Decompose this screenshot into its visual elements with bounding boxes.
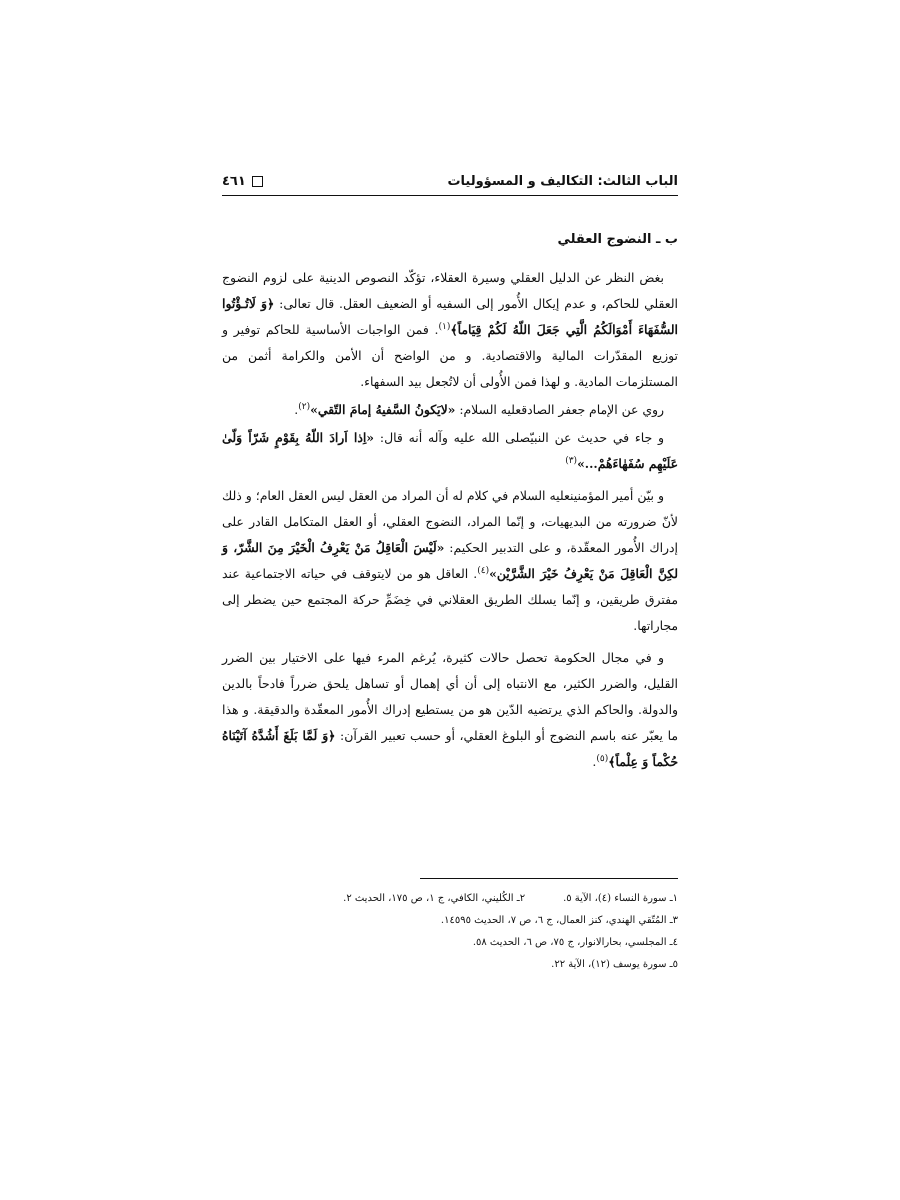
footnote-ref: (١) [438,321,451,332]
running-title: الباب الثالث: التكاليف و المسؤوليات [447,173,678,189]
paragraph-1: بغض النظر عن الدليل العقلي وسيرة العقلاء، تؤكّد النصوص الدينية على لزوم النضوج العقلي للحاكم، و عدم إيكال الأُمور إلى السفيه أو الضعيف العقل. قال تعالى: ﴿وَ لَاتُـؤْتُوا السُّفَهَاءَ أَمْوَالَكُمُ الَّتِي جَعَلَ اللّهُ لَكُمْ قِيَاماً﴾$^{(١)}$. فمن الواجبات الأساسية للحاكم توفير و توزيع المقدّرات المالية والاقتصادية. و من الواضح أن الأمن والكرامة أثمن من المستلزمات المادية. و لهذا فمن الأُولى أن لاتُجعل بيد السفهاء. [222,270,678,389]
footnote-rule [420,878,678,879]
paragraph-2: روي عن الإمام جعفر الصادقعليه السلام: «لايَكونُ السَّفيهُ إمامَ التّقي»$^{(٢)}$. [294,401,664,417]
footnotes [222,888,678,976]
footnote-5: ٥ـ سورة يوسف (١٢)، الآية ٢٢. [551,959,678,970]
quran-quote: ﴿وَ لَمَّا بَلَغَ أَشُدَّهُ آتَيْنَاهُ حُكْماً وَ عِلْماً﴾ [222,728,678,769]
square-bullet-icon [252,176,263,187]
main-content [222,232,678,777]
header-rule [222,195,678,196]
footnote-ref: (٤) [477,565,490,576]
section-heading: ب ـ النضوج العقلي [557,232,678,247]
footnote-ref: (٣) [565,455,578,466]
footnote-row [222,910,678,932]
footnote-3: ٣ـ المُتّقي الهندي، كنز العمال، ج ٦، ص ٧، الحديث ١٤٥٩٥. [440,915,678,926]
hadith-quote: «لايَكونُ السَّفيهُ إمامَ التّقي» [310,402,456,417]
footnote-ref: (٢) [298,401,311,412]
quran-quote: ﴿وَ لَاتُـؤْتُوا السُّفَهَاءَ أَمْوَالَكُمُ الَّتِي جَعَلَ اللّهُ لَكُمْ قِيَاماً﴾ [222,296,678,337]
page-header [222,170,678,192]
footnote-row [222,954,678,976]
footnote-1: ١ـ سورة النساء (٤)، الآية ٥. [563,893,678,904]
paragraph-5: و في مجال الحكومة تحصل حالات كثيرة، يُرغم المرء فيها على الاختيار بين الضرر القليل، والضرر الكثير، مع الانتباه إلى أن أي إهمال أو تساهل يلحق ضرراً فادحاً بالدين والدولة. والحاكم الذي يرتضيه الدّين هو من يستطيع إدراك الأُمور المعقّدة والدقيقة. و هذا ما يعبّر عنه باسم النضوج أو البلوغ العقلي، أو حسب تعبير القرآن: ﴿وَ لَمَّا بَلَغَ أَشُدَّهُ آتَيْنَاهُ حُكْماً وَ عِلْماً﴾$^{(٥)}$. [222,650,678,769]
hadith-quote: «لَيْسَ الْعَاقِلُ مَنْ يَعْرِفُ الْخَيْرَ مِنَ الشَّرّ، وَ لكِنَّ الْعَاقِلَ مَنْ يَعْرِفُ خَيْرَ الشَّرَّيْن» [222,540,678,581]
hadith-quote: «اِذا اَرادَ اللّهُ بِقَوْمٍ شَرّاً وَلّىٰ عَلَيْهِم سُفَهٰاءَهُمْ...» [222,430,678,471]
footnote-row [222,888,678,910]
footnote-4: ٤ـ المجلسي، بحارالانوار، ج ٧٥، ص ٦، الحديث ٥٨. [472,937,678,948]
paragraph-4: و بيّن أمير المؤمنينعليه السلام في كلام له أن المراد من العقل ليس العقل العام؛ و ذلك لأنّ ضرورته من البديهيات، و إنّما المراد، النضوج العقلي، أو العقل المتكامل القادر على إدراك الأُمور المعقّدة، و على التدبير الحكيم: «لَيْسَ الْعَاقِلُ مَنْ يَعْرِفُ الْخَيْرَ مِنَ الشَّرّ، وَ لكِنَّ الْعَاقِلَ مَنْ يَعْرِفُ خَيْرَ الشَّرَّيْن»$^{(٤)}$. العاقل هو من لايتوقف في حياته الاجتماعية عند مفترق طريقين، و إنّما يسلك الطريق العقلاني في خِضَمِّ حركة المجتمع حين يضطر إلى مجاراتها. [222,488,678,633]
page-number [222,174,263,189]
footnote-2: ٢ـ الكُليني، الكافي، ج ١، ص ١٧٥، الحديث ٢. [343,893,526,904]
page-number-value: ٤٦١ [222,173,246,189]
footnote-row [222,932,678,954]
footnote-ref: (٥) [596,753,609,764]
paragraph-3: و جاء في حديث عن النبيّصلى الله عليه وآله أنه قال: «اِذا اَرادَ اللّهُ بِقَوْمٍ شَرّاً وَلّىٰ عَلَيْهِم سُفَهٰاءَهُمْ...»$^{(٣)}$ [222,430,678,471]
